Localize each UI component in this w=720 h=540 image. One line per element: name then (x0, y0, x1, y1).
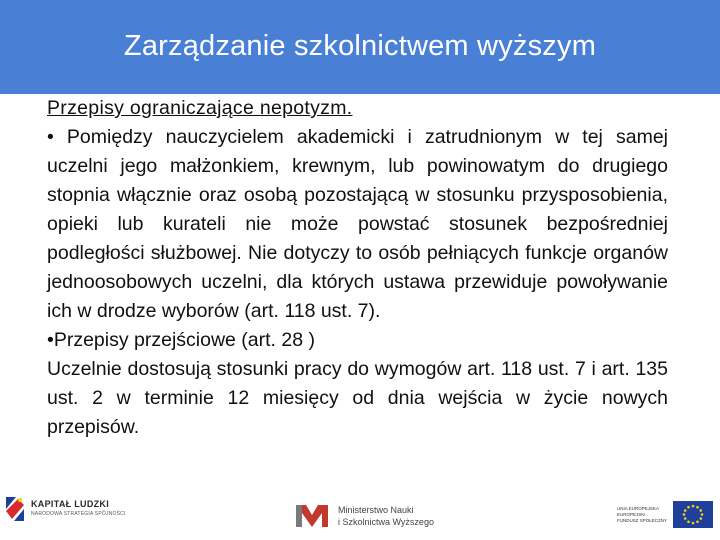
ministry-line-1: Ministerstwo Nauki (338, 505, 414, 515)
eu-line-1: UNIA EUROPEJSKA (617, 505, 660, 511)
slide-body (47, 94, 668, 442)
body-paragraph-2: •Przepisy przejściowe (art. 28 ) (47, 329, 315, 351)
kapital-ludzki-emblem-icon (4, 495, 26, 523)
body-paragraph-3: Uczelnie dostosują stosunki pracy do wymogów art. 118 ust. 7 i art. 135 ust. 2 w terminie 12 miesięcy od dnia wejścia w życie nowych przepisów. (47, 358, 668, 438)
eu-line-2: EUROPEJSKI (617, 511, 646, 517)
ministry-logo (294, 503, 434, 529)
eu-line-3: FUNDUSZ SPOŁECZNY (617, 517, 668, 523)
ministry-emblem-icon (294, 503, 330, 529)
slide-title: Zarządzanie szkolnictwem wyższym (123, 29, 597, 62)
kapital-ludzki-title: KAPITAŁ LUDZKI (31, 499, 110, 509)
title-banner (0, 0, 720, 94)
kapital-ludzki-logo (4, 495, 126, 523)
ministry-line-2: i Szkolnictwa Wyższego (338, 517, 434, 527)
section-heading: Przepisy ograniczające nepotyzm. (47, 97, 353, 119)
kapital-ludzki-subtitle: NARODOWA STRATEGIA SPÓJNOŚCI (31, 511, 126, 517)
eu-flag-icon (673, 501, 713, 528)
eu-logo (617, 501, 713, 528)
logo-footer (0, 493, 720, 540)
body-paragraph-1: • Pomiędzy nauczycielem akademicki i zatrudnionym w tej samej uczelni jego małżonkiem, krewnym, lub powinowatym do drugiego stopnia włącznie oraz osobą pozostającą w stosunku przysposobienia, opieki lub kurateli nie może powstać stosunek bezpośredniej podległości służbowej. Nie dotyczy to osób pełniących funkcje organów jednoosobowych uczelni, dla których ustawa przewiduje powoływanie ich w drodze wyborów (art. 118 ust. 7). (47, 126, 668, 322)
